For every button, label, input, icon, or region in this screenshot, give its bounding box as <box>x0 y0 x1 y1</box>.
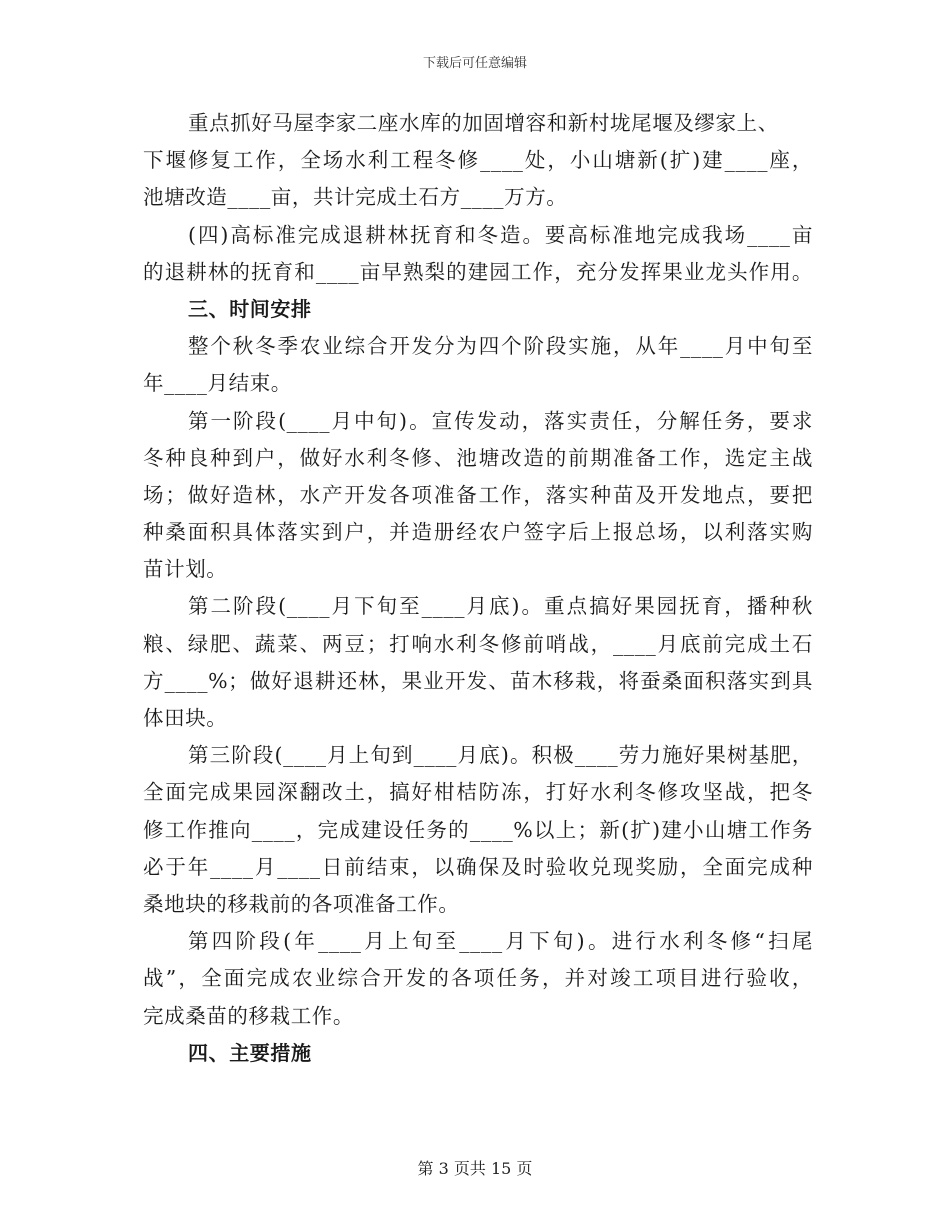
paragraph-line: 必于年____月____日前结束，以确保及时验收兑现奖励，全面完成种 <box>143 854 813 879</box>
paragraph-line: 场；做好造林，水产开发各项准备工作，落实种苗及开发地点，要把 <box>143 482 813 507</box>
paragraph-line: 种桑面积具体落实到户，并造册经农户签字后上报总场，以利落实购 <box>143 520 813 545</box>
section-heading: 三、时间安排 <box>188 296 312 321</box>
paragraph-line: 冬种良种到户，做好水利冬修、池塘改造的前期准备工作，选定主战 <box>143 445 813 470</box>
paragraph-line: 的退耕林的抚育和____亩早熟梨的建园工作，充分发挥果业龙头作用。 <box>143 259 813 284</box>
section-heading: 四、主要措施 <box>188 1040 312 1065</box>
paragraph-line: 战”，全面完成农业综合开发的各项任务，并对竣工项目进行验收， <box>143 966 813 991</box>
paragraph-line: 整个秋冬季农业综合开发分为四个阶段实施，从年____月中旬至 <box>188 334 813 359</box>
paragraph-line: 体田块。 <box>143 706 228 730</box>
paragraph-line: 池塘改造____亩，共计完成土石方____万方。 <box>143 185 568 210</box>
paragraph-line: 年____月结束。 <box>143 371 292 396</box>
paragraph-line: 完成桑苗的移栽工作。 <box>143 1003 354 1028</box>
paragraph-line: 第二阶段(____月下旬至____月底)。重点搞好果园抚育，播种秋 <box>188 594 813 619</box>
paragraph-line: 修工作推向____，完成建设任务的____%以上；新(扩)建小山塘工作务 <box>143 817 813 842</box>
paragraph-line: 粮、绿肥、蔬菜、两豆；打响水利冬修前哨战，____月底前完成土石 <box>143 631 813 656</box>
page-footer: 第 3 页共 15 页 <box>417 1159 533 1178</box>
document-body <box>143 105 813 1072</box>
paragraph-line: 桑地块的移栽前的各项准备工作。 <box>143 891 460 916</box>
paragraph-line: 方____%；做好退耕还林，果业开发、苗木移栽，将蚕桑面积落实到具 <box>143 668 813 693</box>
paragraph-line: 下堰修复工作，全场水利工程冬修____处，小山塘新(扩)建____座， <box>143 148 813 173</box>
paragraph-line: (四)高标准完成退耕林抚育和冬造。要高标准地完成我场____亩 <box>188 222 813 247</box>
page-header: 下载后可任意编辑 <box>422 56 527 71</box>
paragraph-line: 第三阶段(____月上旬到____月底)。积极____劳力施好果树基肥， <box>188 743 813 768</box>
paragraph-line: 重点抓好马屋李家二座水库的加固增容和新村垅尾堰及缪家上、 <box>188 111 779 135</box>
paragraph-line: 全面完成果园深翻改土，搞好柑桔防冻，打好水利冬修攻坚战，把冬 <box>143 780 813 805</box>
paragraph-line: 第一阶段(____月中旬)。宣传发动，落实责任，分解任务，要求 <box>188 408 813 433</box>
paragraph-line: 苗计划。 <box>143 557 228 582</box>
paragraph-line: 第四阶段(年____月上旬至____月下旬)。进行水利冬修“扫尾 <box>188 929 813 954</box>
